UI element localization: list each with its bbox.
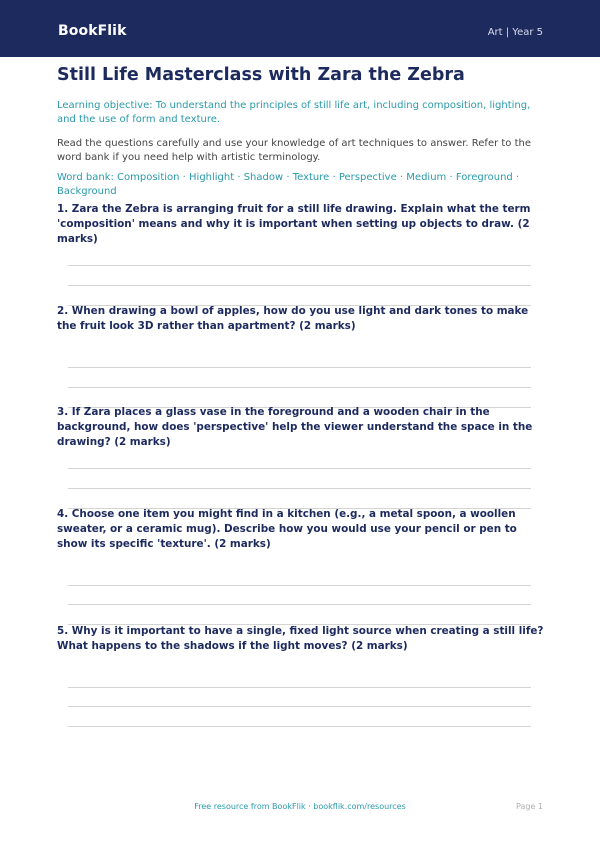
question-5: 5. Why is it important to have a single, fixed light source when creating a still life? What happens to the shadows if the light moves? (2 marks) — [57, 625, 544, 652]
question-2: 2. When drawing a bowl of apples, how do you use light and dark tones to make the fruit look 3D rather than apartment? (2 marks) — [57, 305, 529, 332]
answer-line[interactable] — [68, 265, 531, 266]
answer-line[interactable] — [68, 726, 531, 727]
answer-line[interactable] — [68, 387, 531, 388]
answer-line[interactable] — [68, 285, 531, 286]
answer-line[interactable] — [68, 468, 531, 469]
footer-credit-link[interactable]: Free resource from BookFlik · bookflik.com/resources — [194, 802, 406, 811]
answer-line[interactable] — [68, 367, 531, 368]
question-3: 3. If Zara places a glass vase in the foreground and a wooden chair in the background, how does 'perspective' help the viewer understand the space in the drawing? (2 marks) — [57, 406, 533, 448]
learning-objective: Learning objective: To understand the principles of still life art, including composition, lighting, and the use of form and texture. — [57, 100, 531, 125]
answer-line[interactable] — [68, 687, 531, 688]
page-number: Page 1 — [516, 802, 543, 811]
question-4: 4. Choose one item you might find in a kitchen (e.g., a metal spoon, a woollen sweater, or a ceramic mug). Describe how you would use your pencil or pen to show its specific 'texture'. (2 marks) — [57, 508, 517, 550]
answer-line[interactable] — [68, 488, 531, 489]
answer-line[interactable] — [68, 604, 531, 605]
page-title: Still Life Masterclass with Zara the Zebra — [57, 65, 465, 85]
answer-line[interactable] — [68, 585, 531, 586]
question-1: 1. Zara the Zebra is arranging fruit for a still life drawing. Explain what the term 'composition' means and why it is important when setting up objects to draw. (2 marks) — [57, 203, 531, 245]
word-bank: Word bank: Composition · Highlight · Shadow · Texture · Perspective · Medium · Foreground · Background — [57, 172, 520, 197]
header-bar — [0, 0, 600, 57]
brand-logo[interactable]: BookFlik — [58, 23, 127, 39]
subject-label: Art | Year 5 — [487, 27, 543, 38]
answer-line[interactable] — [68, 706, 531, 707]
instructions: Read the questions carefully and use your knowledge of art techniques to answer. Refer to the word bank if you need help with artistic terminology. — [57, 138, 532, 163]
